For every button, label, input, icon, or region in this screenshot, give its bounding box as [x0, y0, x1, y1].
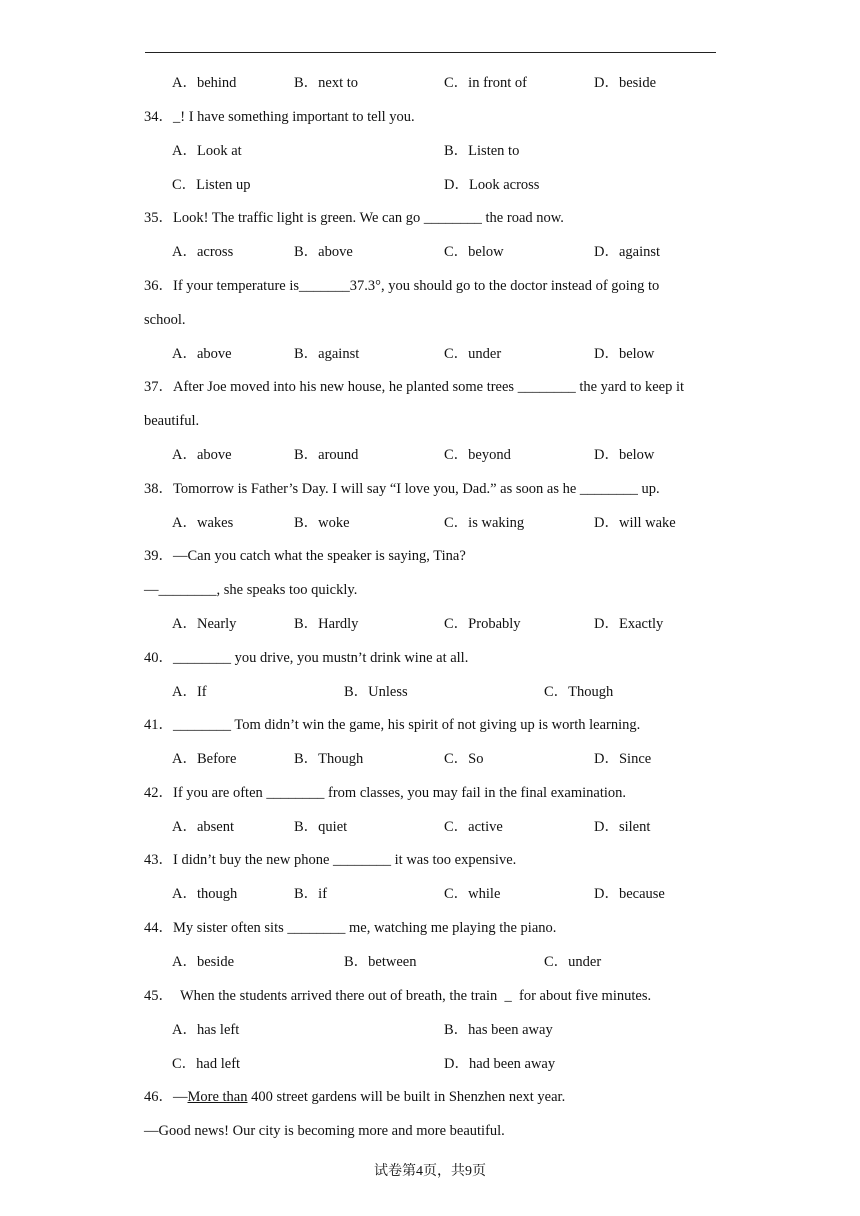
q39-option-d: D．Exactly — [594, 616, 664, 632]
q42-option-c: C．active — [444, 819, 503, 835]
q34-stem: 34．_! I have something important to tell you. — [144, 109, 415, 125]
q44-option-b: B．between — [344, 954, 417, 970]
q45-option-c: C．had left — [172, 1056, 241, 1072]
q44-stem: 44．My sister often sits ________ me, watching me playing the piano. — [144, 920, 557, 936]
q43-option-b: B．if — [294, 886, 328, 902]
q34-option-c: C．Listen up — [172, 177, 251, 193]
header-rule — [145, 52, 716, 53]
q39-stem-reply: —________, she speaks too quickly. — [144, 582, 358, 598]
q40-option-c: C．Though — [544, 684, 614, 700]
q35-option-c: C．below — [444, 244, 504, 260]
q37-option-b: B．around — [294, 447, 359, 463]
q38-stem: 38．Tomorrow is Father’s Day. I will say “I love you, Dad.” as soon as he ________ up. — [144, 481, 660, 497]
q35-option-b: B．above — [294, 244, 353, 260]
q38-option-d: D．will wake — [594, 515, 676, 531]
q46-underlined-phrase: More than — [187, 1089, 248, 1105]
q41-option-d: D．Since — [594, 751, 652, 767]
q46-stem-rest: 400 street gardens will be built in Shenzhen next year. — [247, 1089, 566, 1105]
q36-option-d: D．below — [594, 346, 655, 362]
q34-option-b: B．Listen to — [444, 143, 520, 159]
q44-option-c: C．under — [544, 954, 602, 970]
q41-stem: 41．________ Tom didn’t win the game, his spirit of not giving up is worth learning. — [144, 717, 641, 733]
q39-stem: 39．—Can you catch what the speaker is saying, Tina? — [144, 548, 466, 564]
q33-option-a: A．behind — [172, 75, 237, 91]
q36-option-c: C．under — [444, 346, 502, 362]
q45-option-b: B．has been away — [444, 1022, 553, 1038]
q46-stem — [144, 1088, 565, 1106]
q38-option-b: B．woke — [294, 515, 350, 531]
q39-option-a: A．Nearly — [172, 616, 237, 632]
q38-option-a: A．wakes — [172, 515, 234, 531]
q36-stem-continued: school. — [144, 312, 186, 328]
q42-stem: 42．If you are often ________ from classes, you may fail in the final examination. — [144, 785, 626, 801]
q45-stem: 45． When the students arrived there out of breath, the train _ for about five minutes. — [144, 988, 652, 1004]
q36-option-a: A．above — [172, 346, 232, 362]
q38-option-c: C．is waking — [444, 515, 525, 531]
page-footer: 试卷第4页，共9页 — [374, 1164, 486, 1179]
q40-stem: 40．________ you drive, you mustn’t drink wine at all. — [144, 650, 469, 666]
q35-stem: 35．Look! The traffic light is green. We can go ________ the road now. — [144, 210, 564, 226]
q46-reply: —Good news! Our city is becoming more and more beautiful. — [144, 1123, 505, 1139]
q41-option-b: B．Though — [294, 751, 364, 767]
q45-option-d: D．had been away — [444, 1056, 556, 1072]
q33-option-b: B．next to — [294, 75, 359, 91]
q37-option-d: D．below — [594, 447, 655, 463]
q46-prefix: 46．— — [144, 1089, 188, 1105]
q37-stem: 37．After Joe moved into his new house, he planted some trees ________ the yard to keep it — [144, 379, 685, 395]
q36-stem: 36．If your temperature is_______37.3°, you should go to the doctor instead of going to — [144, 278, 660, 294]
q43-option-d: D．because — [594, 886, 665, 902]
q37-option-a: A．above — [172, 447, 232, 463]
q43-stem: 43．I didn’t buy the new phone ________ it was too expensive. — [144, 852, 517, 868]
q42-option-d: D．silent — [594, 819, 651, 835]
q40-option-a: A．If — [172, 684, 207, 700]
q35-option-d: D．against — [594, 244, 661, 260]
q37-stem-continued: beautiful. — [144, 413, 200, 429]
q44-option-a: A．beside — [172, 954, 235, 970]
q43-option-a: A．though — [172, 886, 238, 902]
q37-option-c: C．beyond — [444, 447, 511, 463]
q36-option-b: B．against — [294, 346, 360, 362]
q45-option-a: A．has left — [172, 1022, 240, 1038]
q40-option-b: B．Unless — [344, 684, 408, 700]
q33-option-c: C．in front of — [444, 75, 527, 91]
q41-option-a: A．Before — [172, 751, 237, 767]
q41-option-c: C．So — [444, 751, 484, 767]
q34-option-d: D．Look across — [444, 177, 540, 193]
q33-option-d: D．beside — [594, 75, 657, 91]
q42-option-b: B．quiet — [294, 819, 348, 835]
q43-option-c: C．while — [444, 886, 501, 902]
q39-option-c: C．Probably — [444, 616, 521, 632]
q34-option-a: A．Look at — [172, 143, 242, 159]
q35-option-a: A．across — [172, 244, 234, 260]
q39-option-b: B．Hardly — [294, 616, 359, 632]
q42-option-a: A．absent — [172, 819, 235, 835]
